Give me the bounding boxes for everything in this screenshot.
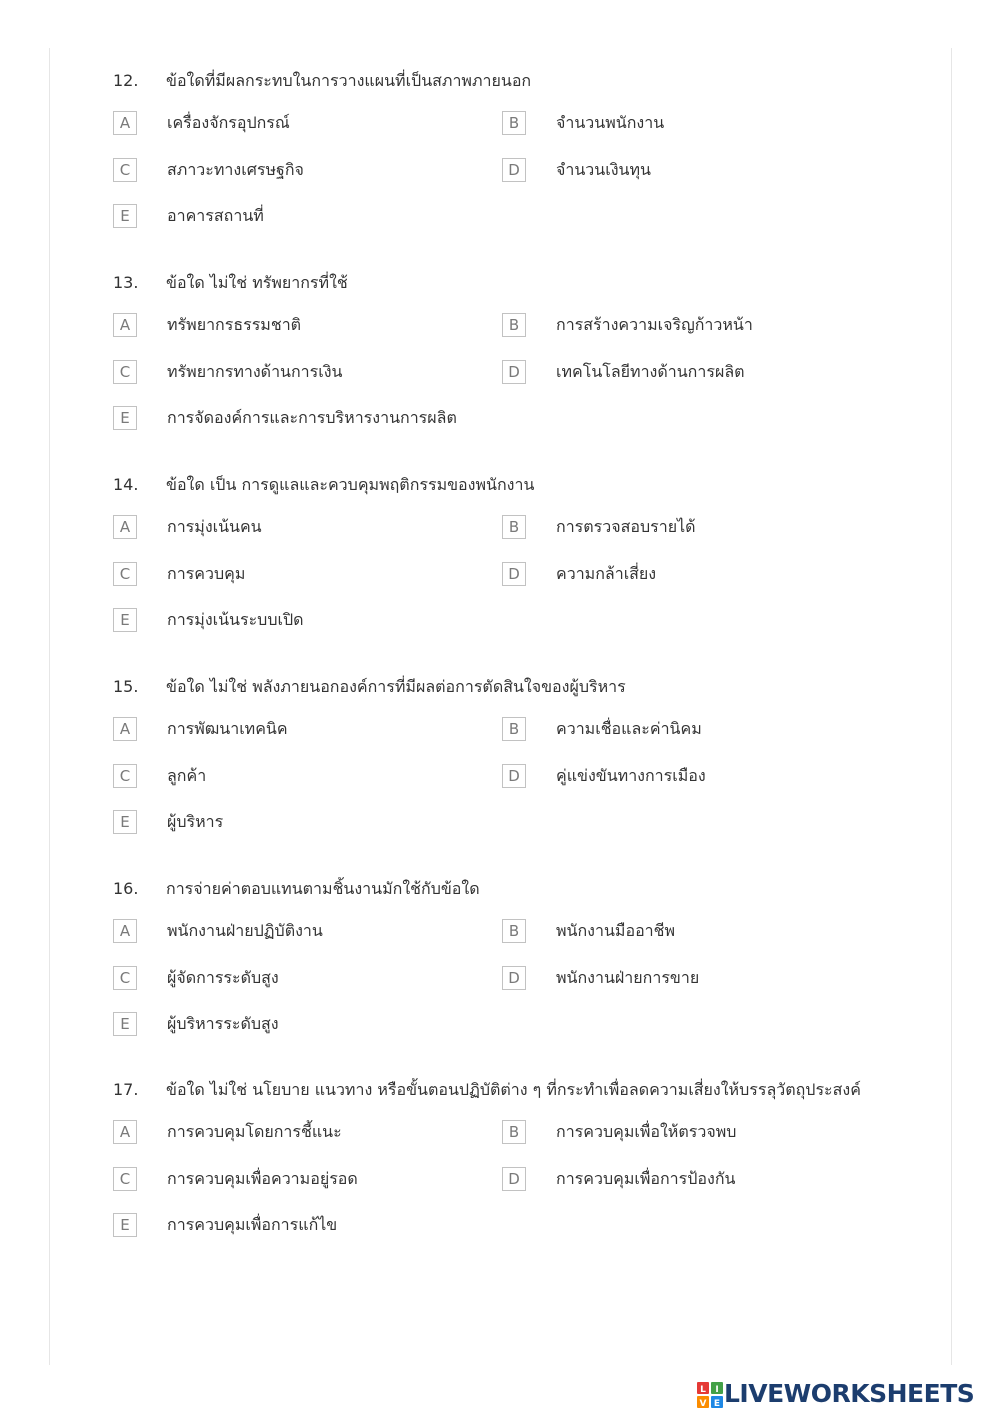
option-b[interactable] (502, 515, 882, 541)
option-e[interactable] (113, 1213, 493, 1239)
option-letter-box[interactable]: C (113, 764, 137, 788)
question-12 (0, 70, 1000, 270)
option-letter-box[interactable]: B (502, 111, 526, 135)
option-d[interactable] (502, 966, 882, 992)
question-text: ข้อใด ไม่ใช่ นโยบาย แนวทาง หรือขั้นตอนปฏิบัติต่าง ๆ ที่กระทำเพื่อลดความเสี่ยงให้บรรลุวัตถุประสงค์ (166, 1080, 861, 1099)
option-a[interactable] (113, 1120, 493, 1146)
svg-text:L: L (700, 1385, 706, 1395)
option-d[interactable] (502, 562, 882, 588)
option-text: จำนวนพนักงาน (556, 113, 665, 132)
question-13 (0, 272, 1000, 472)
question-14 (0, 474, 1000, 674)
option-text: การควบคุม (167, 564, 246, 583)
question-number: 14. (113, 475, 139, 494)
option-letter-box[interactable]: B (502, 515, 526, 539)
option-text: เครื่องจักรอุปกรณ์ (167, 113, 290, 132)
option-c[interactable] (113, 966, 493, 992)
option-letter-box[interactable]: A (113, 717, 137, 741)
option-letter-box[interactable]: B (502, 1120, 526, 1144)
question-number: 15. (113, 677, 139, 696)
option-a[interactable] (113, 313, 493, 339)
question-text: ข้อใด ไม่ใช่ ทรัพยากรที่ใช้ (166, 273, 348, 292)
question-text: การจ่ายค่าตอบแทนตามชิ้นงานมักใช้กับข้อใด (166, 879, 480, 898)
option-text: พนักงานฝ่ายการขาย (556, 968, 700, 987)
option-letter-box[interactable]: D (502, 1167, 526, 1191)
option-letter-box[interactable]: A (113, 313, 137, 337)
option-text: การจัดองค์การและการบริหารงานการผลิต (167, 408, 457, 427)
option-text: ความเชื่อและค่านิคม (556, 719, 702, 738)
option-letter-box[interactable]: E (113, 204, 137, 228)
option-d[interactable] (502, 158, 882, 184)
option-letter-box[interactable]: D (502, 158, 526, 182)
option-text: การควบคุมเพื่อการป้องกัน (556, 1169, 736, 1188)
option-text: อาคารสถานที่ (167, 206, 264, 225)
option-e[interactable] (113, 204, 493, 230)
option-c[interactable] (113, 1167, 493, 1193)
option-b[interactable] (502, 717, 882, 743)
option-text: พนักงานฝ่ายปฏิบัติงาน (167, 921, 323, 940)
option-letter-box[interactable]: C (113, 158, 137, 182)
option-letter-box[interactable]: D (502, 764, 526, 788)
option-c[interactable] (113, 158, 493, 184)
option-text: ผู้จัดการระดับสูง (167, 968, 279, 987)
option-b[interactable] (502, 111, 882, 137)
option-text: ผู้บริหาร (167, 812, 224, 831)
option-b[interactable] (502, 1120, 882, 1146)
option-letter-box[interactable]: C (113, 360, 137, 384)
option-letter-box[interactable]: C (113, 966, 137, 990)
option-a[interactable] (113, 111, 493, 137)
option-e[interactable] (113, 406, 493, 432)
liveworksheets-logo (697, 1378, 997, 1410)
option-text: การควบคุมเพื่อให้ตรวจพบ (556, 1122, 737, 1141)
option-letter-box[interactable]: E (113, 810, 137, 834)
option-text: การตรวจสอบรายได้ (556, 517, 696, 536)
option-letter-box[interactable]: E (113, 608, 137, 632)
question-number: 12. (113, 71, 139, 90)
option-c[interactable] (113, 562, 493, 588)
question-16 (0, 878, 1000, 1078)
option-e[interactable] (113, 810, 493, 836)
option-b[interactable] (502, 919, 882, 945)
svg-text:E: E (713, 1399, 721, 1408)
option-text: สภาวะทางเศรษฐกิจ (167, 160, 304, 179)
option-letter-box[interactable]: A (113, 919, 137, 943)
option-text: ทรัพยากรธรรมชาติ (167, 315, 302, 334)
logo-wordmark: LIVEWORKSHEETS (724, 1379, 975, 1408)
option-letter-box[interactable]: D (502, 562, 526, 586)
option-text: การควบคุมโดยการชี้แนะ (167, 1122, 342, 1141)
option-d[interactable] (502, 1167, 882, 1193)
question-number: 16. (113, 879, 139, 898)
question-number: 17. (113, 1080, 139, 1099)
option-text: การพัฒนาเทคนิค (167, 719, 288, 738)
option-letter-box[interactable]: B (502, 717, 526, 741)
option-letter-box[interactable]: A (113, 111, 137, 135)
option-letter-box[interactable]: E (113, 1012, 137, 1036)
option-a[interactable] (113, 717, 493, 743)
question-17 (0, 1079, 1000, 1279)
option-c[interactable] (113, 360, 493, 386)
option-text: ความกล้าเสี่ยง (556, 564, 657, 583)
option-text: เทคโนโลยีทางด้านการผลิต (556, 362, 745, 381)
option-letter-box[interactable]: B (502, 919, 526, 943)
option-c[interactable] (113, 764, 493, 790)
question-text: ข้อใดที่มีผลกระทบในการวางแผนที่เป็นสภาพภายนอก (166, 71, 532, 90)
option-letter-box[interactable]: E (113, 406, 137, 430)
question-text: ข้อใด เป็น การดูแลและควบคุมพฤติกรรมของพนักงาน (166, 475, 535, 494)
option-b[interactable] (502, 313, 882, 339)
option-text: ทรัพยากรทางด้านการเงิน (167, 362, 343, 381)
logo-squares-icon (697, 1382, 723, 1408)
svg-text:V: V (699, 1399, 707, 1408)
option-letter-box[interactable]: C (113, 562, 137, 586)
option-text: จำนวนเงินทุน (556, 160, 651, 179)
option-a[interactable] (113, 919, 493, 945)
option-text: การควบคุมเพื่อความอยู่รอด (167, 1169, 358, 1188)
option-text: ผู้บริหารระดับสูง (167, 1014, 279, 1033)
question-15 (0, 676, 1000, 876)
option-letter-box[interactable]: A (113, 515, 137, 539)
svg-text:I: I (715, 1385, 719, 1395)
option-text: ลูกค้า (167, 766, 207, 785)
question-text: ข้อใด ไม่ใช่ พลังภายนอกองค์การที่มีผลต่อการตัดสินใจของผู้บริหาร (166, 677, 626, 696)
option-text: การควบคุมเพื่อการแก้ไข (167, 1215, 338, 1234)
option-letter-box[interactable]: A (113, 1120, 137, 1144)
option-text: พนักงานมืออาชีพ (556, 921, 676, 940)
option-e[interactable] (113, 608, 493, 634)
option-letter-box[interactable]: D (502, 360, 526, 384)
option-e[interactable] (113, 1012, 493, 1038)
option-text: การมุ่งเน้นคน (167, 517, 262, 536)
question-number: 13. (113, 273, 139, 292)
option-letter-box[interactable]: B (502, 313, 526, 337)
option-d[interactable] (502, 764, 882, 790)
option-a[interactable] (113, 515, 493, 541)
option-letter-box[interactable]: E (113, 1213, 137, 1237)
option-text: การมุ่งเน้นระบบเปิด (167, 610, 304, 629)
option-text: คู่แข่งขันทางการเมือง (556, 766, 706, 785)
option-text: การสร้างความเจริญก้าวหน้า (556, 315, 753, 334)
option-letter-box[interactable]: C (113, 1167, 137, 1191)
option-letter-box[interactable]: D (502, 966, 526, 990)
option-d[interactable] (502, 360, 882, 386)
